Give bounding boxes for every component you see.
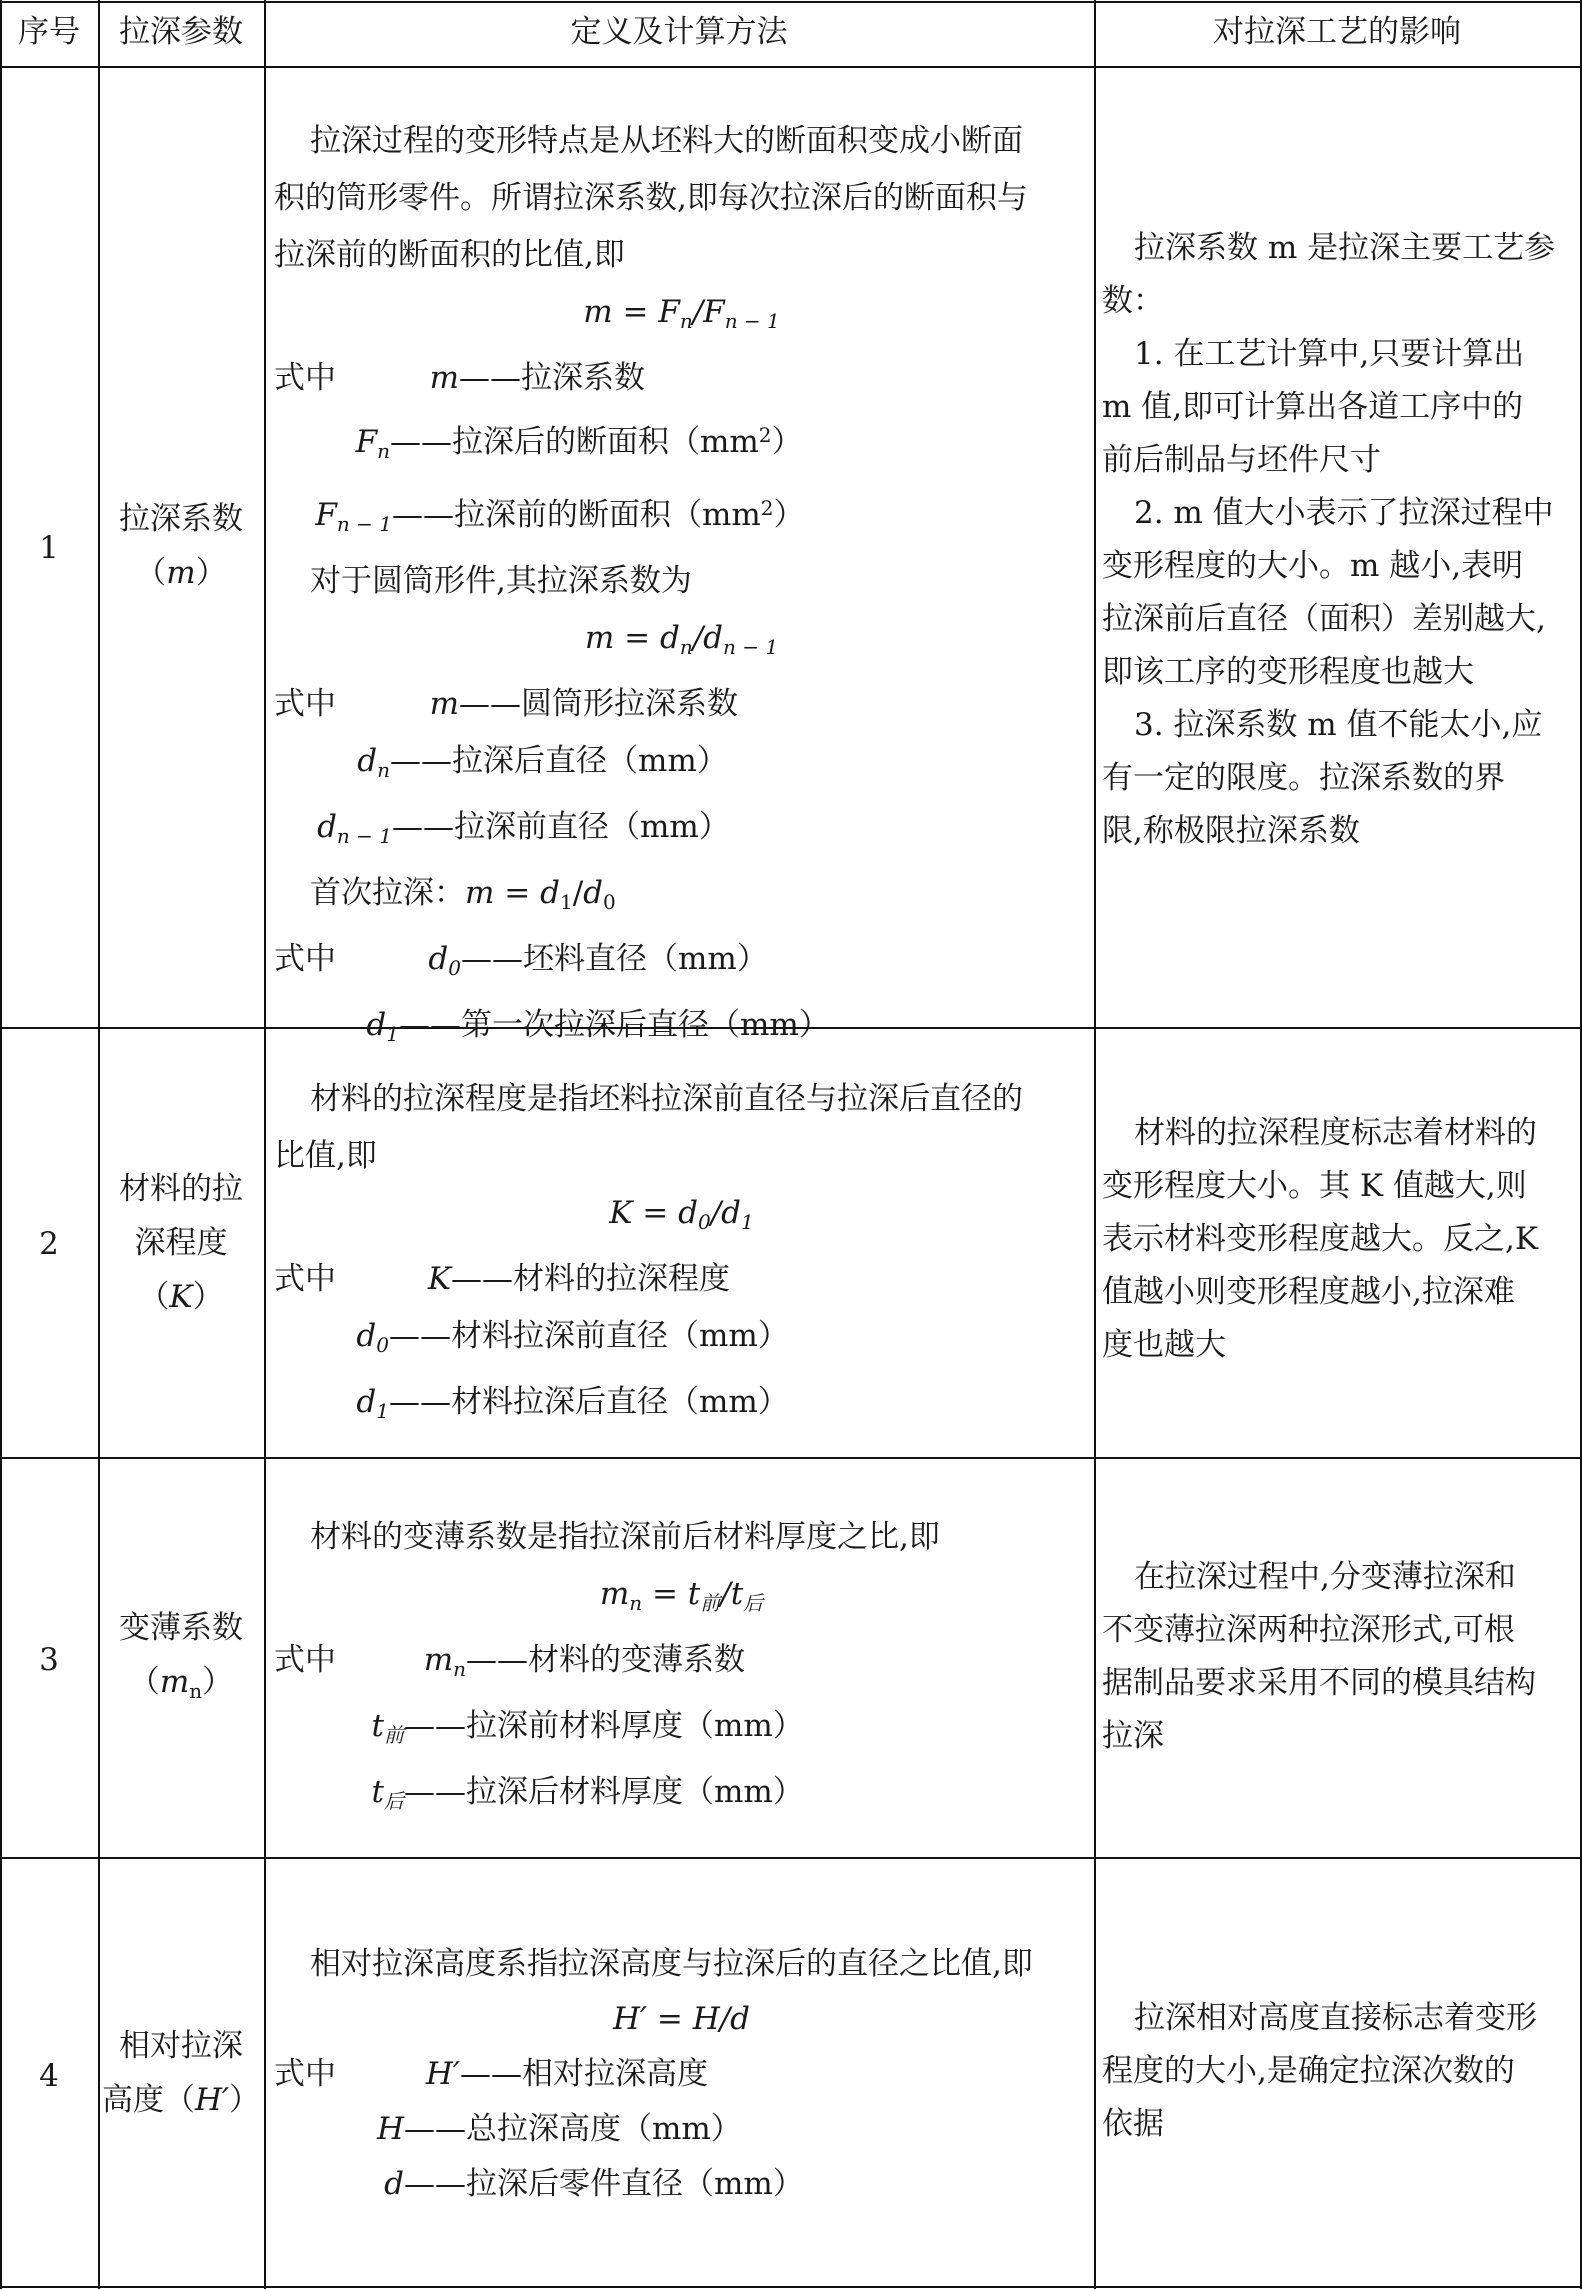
effect-text: 3. 拉深系数 m 值不能太小,应 — [1134, 707, 1543, 743]
effect-text: 程度的大小,是确定拉深次数的 — [1102, 2053, 1515, 2089]
formula: H′ = H/d — [612, 2001, 751, 2037]
formula: $m = F_n/F_{n - 1}$ — [583, 294, 780, 333]
param-name — [98, 1601, 264, 1718]
where-line: $F_{n - 1}——$拉深前的断面积$(mm^2)$ — [274, 480, 1089, 553]
definition-text: 相对拉深高度系指拉深高度与拉深后的直径之比值,即 — [310, 1946, 1033, 1982]
effect-text: 度也越大 — [1102, 1327, 1226, 1363]
symbol: H′ — [425, 2056, 460, 2092]
where-line: $t_后——$拉深后材料厚度（mm） — [274, 1764, 1089, 1830]
symbol: $d_0$ — [356, 1318, 389, 1357]
definition-text: 材料的变薄系数是指拉深前后材料厚度之比,即 — [310, 1519, 940, 1555]
effect-text: 表示材料变形程度越大。反之,K — [1102, 1221, 1539, 1257]
symbol: K — [427, 1261, 451, 1297]
where-line: $d_1——$第一次拉深后直径（mm） — [274, 997, 1089, 1063]
row-number: 1 — [39, 530, 59, 566]
row-number: 2 — [39, 1226, 59, 1262]
symbol: m — [429, 360, 459, 396]
where-line: $d_0——$材料拉深前直径（mm） — [274, 1308, 1089, 1374]
where-line: 式中 H′——相对拉深高度 — [274, 2047, 1089, 2102]
row-number: 4 — [39, 2058, 59, 2094]
symbol: H — [376, 2111, 404, 2147]
symbol: $t_前$ — [371, 1708, 404, 1747]
param-line: 材料的拉 — [119, 1171, 243, 1207]
column-divider — [98, 0, 100, 2289]
definition-text: 比值,即 — [274, 1138, 377, 1174]
where-line: 式中 $d_0——$坯料直径（mm） — [274, 931, 1089, 997]
where-line: $d_n——$拉深后直径（mm） — [274, 733, 1089, 799]
symbol: $d_{n - 1}$ — [317, 809, 392, 848]
effect-text: 值越小则变形程度越小,拉深难 — [1102, 1274, 1515, 1310]
where-line: $F_n——$拉深后的断面积$(mm^2)$ — [274, 407, 1089, 480]
effect-text: 在拉深过程中,分变薄拉深和 — [1134, 1559, 1516, 1595]
symbol: $m_n$ — [423, 1642, 466, 1681]
header-definition: 定义及计算方法 — [570, 14, 788, 50]
symbol: $F_n$ — [355, 424, 390, 463]
where-line: $t_前——$拉深前材料厚度（mm） — [274, 1698, 1089, 1764]
where-line: 式中 m——拉深系数 — [274, 350, 1089, 407]
formula: $m = d_n/d_{n - 1}$ — [584, 620, 779, 659]
effect-cell — [1102, 1992, 1576, 2151]
where-line: $d_{n - 1}——$拉深前直径（mm） — [274, 799, 1089, 865]
definition-text: 对于圆筒形件,其拉深系数为 — [310, 563, 692, 599]
table-border-bottom — [0, 2286, 1582, 2288]
effect-text: 变形程度大小。其 K 值越大,则 — [1102, 1168, 1527, 1204]
param-line: 高度（H′） — [101, 2082, 261, 2118]
effect-text: 2. m 值大小表示了拉深过程中 — [1134, 495, 1554, 531]
formula: $m_n = t_前/t_后$ — [599, 1576, 764, 1615]
param-name — [98, 2019, 264, 2127]
param-line: 深程度 — [134, 1225, 228, 1261]
definition-cell — [274, 1937, 1089, 2212]
effect-cell — [1102, 222, 1576, 858]
symbol: $d_1$ — [366, 1007, 399, 1046]
where-line: d——拉深后零件直径（mm） — [274, 2157, 1089, 2212]
formula: $K = d_0/d_1$ — [609, 1195, 754, 1234]
definition-text: 拉深过程的变形特点是从坯料大的断面积变成小断面 — [310, 123, 1023, 159]
column-divider — [1094, 0, 1096, 2289]
where-line: H——总拉深高度（mm） — [274, 2102, 1089, 2157]
effect-text: 据制品要求采用不同的模具结构 — [1102, 1665, 1536, 1701]
effect-cell — [1102, 1551, 1576, 1763]
definition-text: 首次拉深：$m = d_1/d_0$ — [310, 875, 616, 914]
effect-text: 拉深系数 m 是拉深主要工艺参 — [1134, 230, 1556, 266]
param-line: 变薄系数 — [119, 1610, 243, 1646]
row-divider — [0, 1457, 1582, 1459]
effect-text: 不变薄拉深两种拉深形式,可根 — [1102, 1612, 1515, 1648]
effect-text: 数： — [1102, 283, 1164, 319]
symbol: $d_1$ — [356, 1384, 389, 1423]
header-param: 拉深参数 — [119, 14, 243, 50]
param-name — [98, 492, 264, 600]
table-border-top — [0, 1, 1582, 3]
definition-cell — [274, 113, 1089, 1063]
definition-text: 材料的拉深程度是指坯料拉深前直径与拉深后直径的 — [310, 1081, 1023, 1117]
symbol: $d_n$ — [357, 743, 390, 782]
param-line: （m） — [135, 555, 227, 591]
definition-text: 拉深前的断面积的比值,即 — [274, 237, 625, 273]
effect-text: 即该工序的变形程度也越大 — [1102, 654, 1474, 690]
param-line: 拉深系数 — [119, 501, 243, 537]
header-no: 序号 — [18, 14, 80, 50]
table-border-left — [0, 0, 2, 2289]
row-number: 3 — [39, 1642, 59, 1678]
param-line: 相对拉深 — [119, 2028, 243, 2064]
column-divider — [264, 0, 266, 2289]
definition-text: 积的筒形零件。所谓拉深系数,即每次拉深后的断面积与 — [274, 180, 1028, 216]
effect-text: 限,称极限拉深系数 — [1102, 813, 1360, 849]
symbol: $F_{n - 1}$ — [315, 497, 392, 536]
header-effect: 对拉深工艺的影响 — [1213, 14, 1461, 50]
definition-cell — [274, 1509, 1089, 1830]
effect-text: 拉深 — [1102, 1718, 1164, 1754]
effect-text: 前后制品与坯件尺寸 — [1102, 442, 1381, 478]
effect-text: 依据 — [1102, 2106, 1164, 2142]
effect-cell — [1102, 1107, 1576, 1372]
where-line: 式中 m——圆筒形拉深系数 — [274, 676, 1089, 733]
where-line: 式中 K——材料的拉深程度 — [274, 1251, 1089, 1308]
param-name — [98, 1162, 264, 1324]
row-divider — [0, 1857, 1582, 1859]
effect-text: 变形程度的大小。m 越小,表明 — [1102, 548, 1524, 584]
where-line: $d_1——$材料拉深后直径（mm） — [274, 1374, 1089, 1440]
symbol: d — [384, 2166, 404, 2202]
definition-cell — [274, 1071, 1089, 1440]
row-divider — [0, 66, 1582, 68]
param-line: $(m_n)$ — [128, 1664, 234, 1703]
effect-text: 拉深相对高度直接标志着变形 — [1134, 2000, 1537, 2036]
effect-text: 有一定的限度。拉深系数的界 — [1102, 760, 1505, 796]
effect-text: 拉深前后直径（面积）差别越大, — [1102, 601, 1546, 637]
param-line: （K） — [138, 1279, 224, 1315]
effect-text: 1. 在工艺计算中,只要计算出 — [1134, 336, 1525, 372]
symbol: $t_后$ — [371, 1774, 404, 1813]
effect-text: m 值,即可计算出各道工序中的 — [1102, 389, 1524, 425]
effect-text: 材料的拉深程度标志着材料的 — [1134, 1115, 1537, 1151]
symbol: $d_0$ — [428, 941, 461, 980]
where-line: 式中 $m_n——$材料的变薄系数 — [274, 1632, 1089, 1698]
symbol: m — [429, 686, 459, 722]
